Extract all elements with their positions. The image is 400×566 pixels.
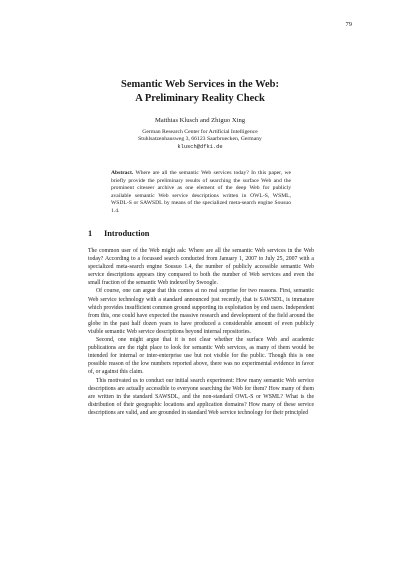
paragraph: Second, one might argue that it is not clear whether the surface Web and academic publications are the right place to look for semantic Web services, as many of them would be intended for internal or inter-enterprise use but not visible for the public. Though this is one possible reason of the low numbers reported above, there was no experimental evidence in favor of, or against this claim.: [88, 337, 314, 376]
paragraph: The common user of the Web might ask: Where are all the semantic Web services in the Web today? According to a focussed search conducted from January 1, 2007 to July 25, 2007 with a specialized meta-search engine Sousuo 1.4, the number of publicly accessible semantic Web service descriptions appears tiny compared to both the number of Web services and even the small fraction of the semantic Web indexed by Swoogle.: [88, 248, 314, 287]
section-number: 1: [88, 229, 93, 238]
paragraph: Of course, one can argue that this comes at no real surprise for two reasons. First, semantic Web service technology with a standard announced just recently, that is SAWSDL, is immature which provides insufficient common ground supporting its exploitation by end users. Independent from this, one could have expected the massive research and development of the field around the globe in the past half dozen years to have produced a considerable amount of even publicly visible semantic Web service descriptions beyond internal repositories.: [88, 288, 314, 335]
body-text: [88, 247, 314, 417]
authors: Matthias Klusch and Zhiguo Xing: [154, 117, 246, 124]
abstract-text: Where are all the semantic Web services today? In this paper, we briefly provide the preliminary results of searching the surface Web and the prominent citeseer archive as one element of the deep Web for publicly available semantic Web service descriptions written in OWL-S, WSML, WSDL-S or SAWSDL by means of the specialized meta-search engine Sousuo 1.4.: [111, 170, 291, 214]
title-line-1: Semantic Web Services in the Web:: [121, 79, 279, 90]
section-heading: [88, 229, 149, 238]
abstract: [111, 170, 291, 215]
section-title: Introduction: [104, 229, 150, 238]
affiliation-address: Stuhlsatzenhausweg 3, 66123 Saarbruecken, Germany: [138, 136, 262, 143]
affiliation-institution: German Research Center for Artificial Intelligence: [142, 129, 258, 135]
affiliation: [0, 129, 400, 151]
paper-title: [0, 78, 400, 105]
title-line-2: A Preliminary Reality Check: [135, 92, 265, 104]
page-number: 79: [345, 21, 352, 28]
author-email: klusch@dfki.de: [177, 143, 223, 150]
paragraph: This motivated us to conduct our initial search experiment: How many semantic Web service descriptions are actually accessible to everyone searching the Web for them? How many of them are written in the standard SAWSDL, and the non-standard OWL-S or WSML? What is the distribution of their geographic locations and application domains? How many of these service descriptions are valid, and are grounded in standard Web service technology for their principled: [88, 377, 314, 416]
abstract-label: Abstract.: [111, 170, 134, 176]
